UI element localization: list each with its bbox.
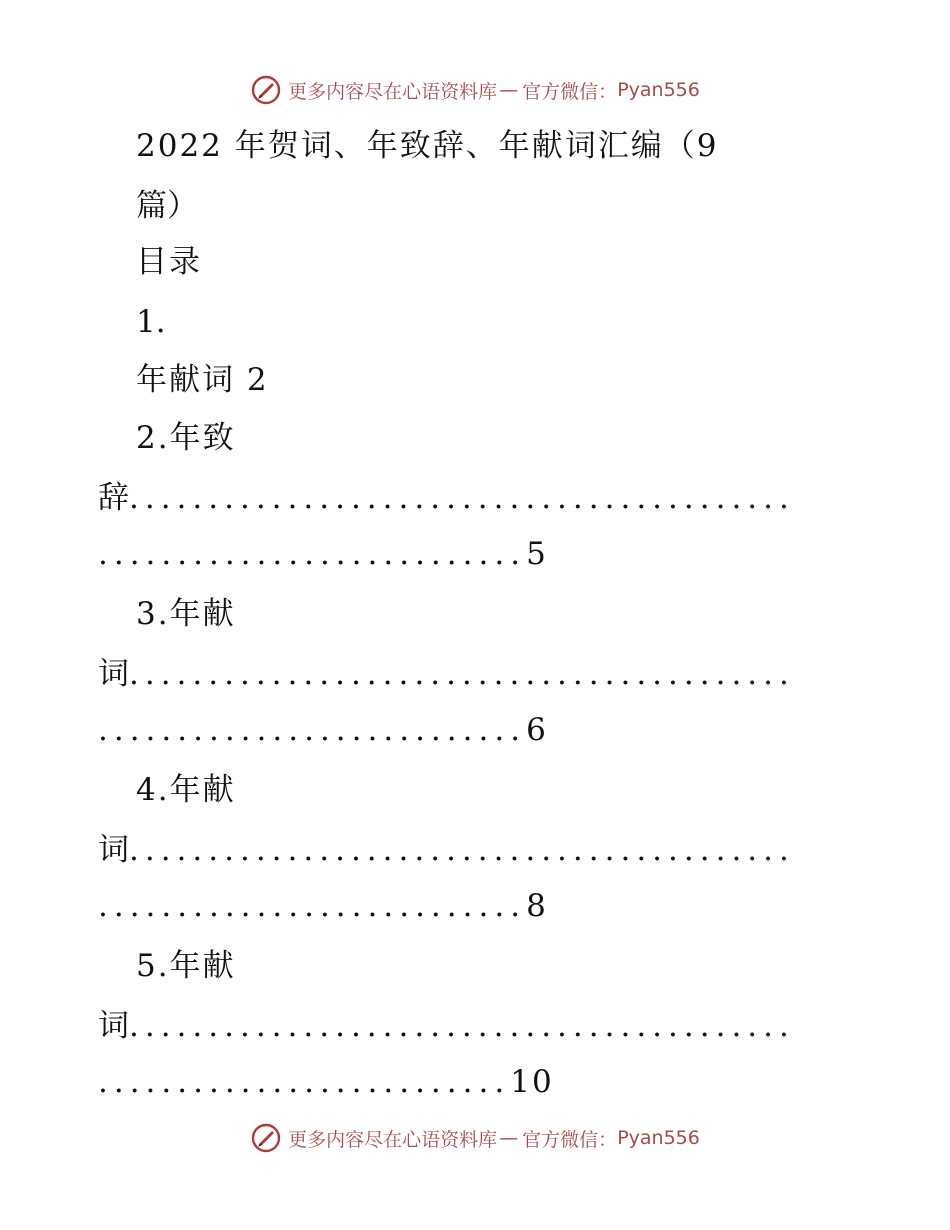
footer-banner bbox=[0, 1118, 950, 1158]
banner-separator: — bbox=[499, 79, 519, 101]
toc-entry-4-dots-2: ........................... bbox=[98, 888, 527, 924]
toc-entry-5-leader-2 bbox=[0, 1060, 950, 1104]
toc-heading: 目录 bbox=[136, 244, 202, 280]
banner-wechat-label: 官方微信： bbox=[522, 80, 618, 103]
document-title-line-2: 篇） bbox=[136, 188, 198, 224]
toc-entry-2-leader-2 bbox=[0, 532, 950, 576]
toc-entry-2-dots-2: ........................... bbox=[98, 536, 527, 572]
toc-entry-4-title: 4.年献 bbox=[136, 772, 236, 808]
document-title-line-1: 2022 年贺词、年致辞、年献词汇编（9 bbox=[136, 128, 719, 164]
toc-entry-5-tail: 词 bbox=[98, 1008, 129, 1044]
quill-logo-icon bbox=[250, 74, 282, 106]
toc-entry-3-tail: 词 bbox=[98, 656, 129, 692]
toc-entry-1-number: 1. bbox=[136, 304, 166, 340]
banner-wechat-id: Pyan556 bbox=[617, 1127, 700, 1149]
toc-entry-3-dots-2: ........................... bbox=[98, 712, 527, 748]
header-banner bbox=[0, 70, 950, 110]
banner-text: 更多内容尽在心语资料库 bbox=[288, 80, 498, 103]
toc-entry-1-title: 年献词 2 bbox=[136, 362, 269, 398]
toc-entry-5-dots-2: .......................... bbox=[98, 1064, 511, 1100]
toc-entry-3-page: 6 bbox=[526, 712, 548, 748]
banner-wechat-id: Pyan556 bbox=[617, 79, 700, 101]
toc-entry-2-tail: 辞 bbox=[98, 480, 129, 516]
toc-entry-3-leader bbox=[0, 652, 950, 696]
toc-entry-4-leader bbox=[0, 828, 950, 872]
banner-text: 更多内容尽在心语资料库 bbox=[288, 1128, 498, 1151]
toc-entry-5-leader bbox=[0, 1004, 950, 1048]
toc-entry-5-title: 5.年献 bbox=[136, 948, 236, 984]
toc-entry-4-tail: 词 bbox=[98, 832, 129, 868]
toc-entry-2-dots: .......................................... bbox=[129, 480, 795, 516]
toc-entry-3-leader-2 bbox=[0, 708, 950, 752]
toc-entry-2-title: 2.年致 bbox=[136, 420, 236, 456]
banner-separator: — bbox=[499, 1127, 519, 1149]
toc-entry-2-leader bbox=[0, 476, 950, 520]
toc-entry-5-dots: .......................................... bbox=[129, 1008, 795, 1044]
toc-entry-4-page: 8 bbox=[526, 888, 548, 924]
toc-entry-2-page: 5 bbox=[526, 536, 548, 572]
toc-entry-4-dots: .......................................... bbox=[129, 832, 795, 868]
banner-wechat-label: 官方微信： bbox=[522, 1128, 618, 1151]
toc-entry-3-dots: .......................................... bbox=[129, 656, 795, 692]
toc-entry-4-leader-2 bbox=[0, 884, 950, 928]
quill-logo-icon bbox=[250, 1122, 282, 1154]
toc-entry-5-page: 10 bbox=[510, 1064, 554, 1100]
toc-entry-3-title: 3.年献 bbox=[136, 596, 236, 632]
